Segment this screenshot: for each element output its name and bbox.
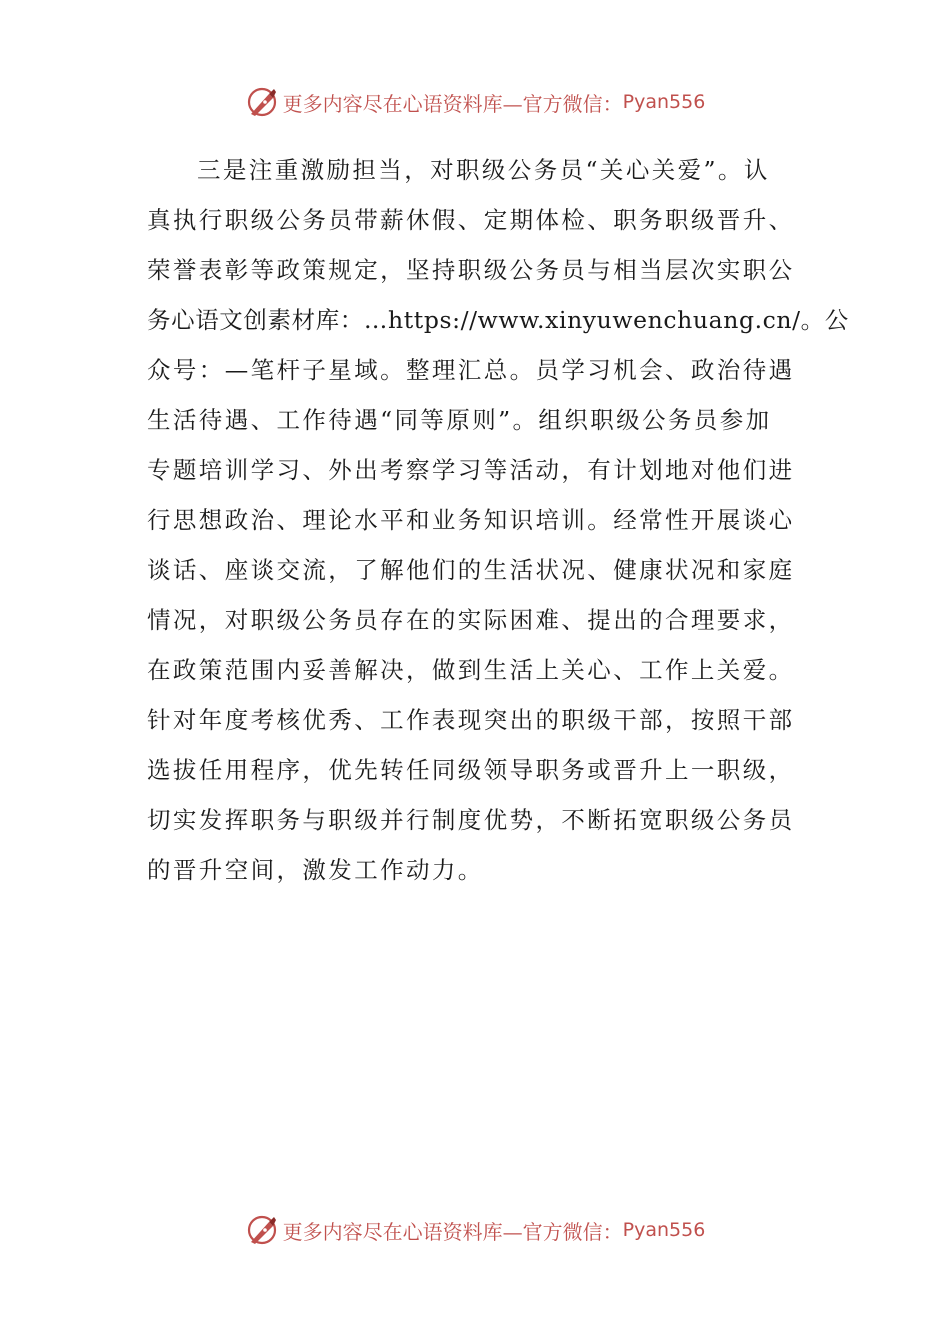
paragraph-line: 荣誉表彰等政策规定，坚持职级公务员与相当层次实职公 — [147, 256, 795, 284]
paragraph-line: 针对年度考核优秀、工作表现突出的职级干部，按照干部 — [147, 706, 795, 734]
paragraph-line: 的晋升空间，激发工作动力。 — [147, 856, 484, 884]
footer-banner — [0, 1210, 950, 1250]
pen-nib-logo-icon — [245, 85, 279, 119]
paragraph-line: 生活待遇、工作待遇“同等原则”。组织职级公务员参加 — [147, 406, 772, 434]
paragraph-line: 真执行职级公务员带薪休假、定期体检、职务职级晋升、 — [147, 206, 795, 234]
header-banner-contact: Pyan556 — [622, 91, 706, 113]
document-body — [147, 145, 849, 895]
paragraph-line: 众号：—笔杆子星域。整理汇总。员学习机会、政治待遇 — [147, 356, 795, 384]
paragraph-line: 选拔任用程序，优先转任同级领导职务或晋升上一职级， — [147, 756, 795, 784]
pen-nib-logo-icon — [245, 1213, 279, 1247]
paragraph-line: 在政策范围内妥善解决，做到生活上关心、工作上关爱。 — [147, 656, 795, 684]
paragraph-line-url: 务心语文创素材库：…https://www.xinyuwenchuang.cn/。公 — [147, 306, 849, 334]
footer-banner-contact: Pyan556 — [622, 1219, 706, 1241]
paragraph-line: 谈话、座谈交流，了解他们的生活状况、健康状况和家庭 — [147, 556, 795, 584]
paragraph-line: 行思想政治、理论水平和业务知识培训。经常性开展谈心 — [147, 506, 795, 534]
paragraph-line: 切实发挥职务与职级并行制度优势，不断拓宽职级公务员 — [147, 806, 795, 834]
paragraph-line: 情况，对职级公务员存在的实际困难、提出的合理要求， — [147, 606, 795, 634]
paragraph-line: 三是注重激励担当，对职级公务员“关心关爱”。认 — [197, 156, 770, 184]
header-banner — [0, 82, 950, 122]
footer-banner-text: 更多内容尽在心语资料库—官方微信： — [282, 1219, 623, 1244]
header-banner-text: 更多内容尽在心语资料库—官方微信： — [282, 91, 623, 116]
paragraph-line: 专题培训学习、外出考察学习等活动，有计划地对他们进 — [147, 456, 795, 484]
